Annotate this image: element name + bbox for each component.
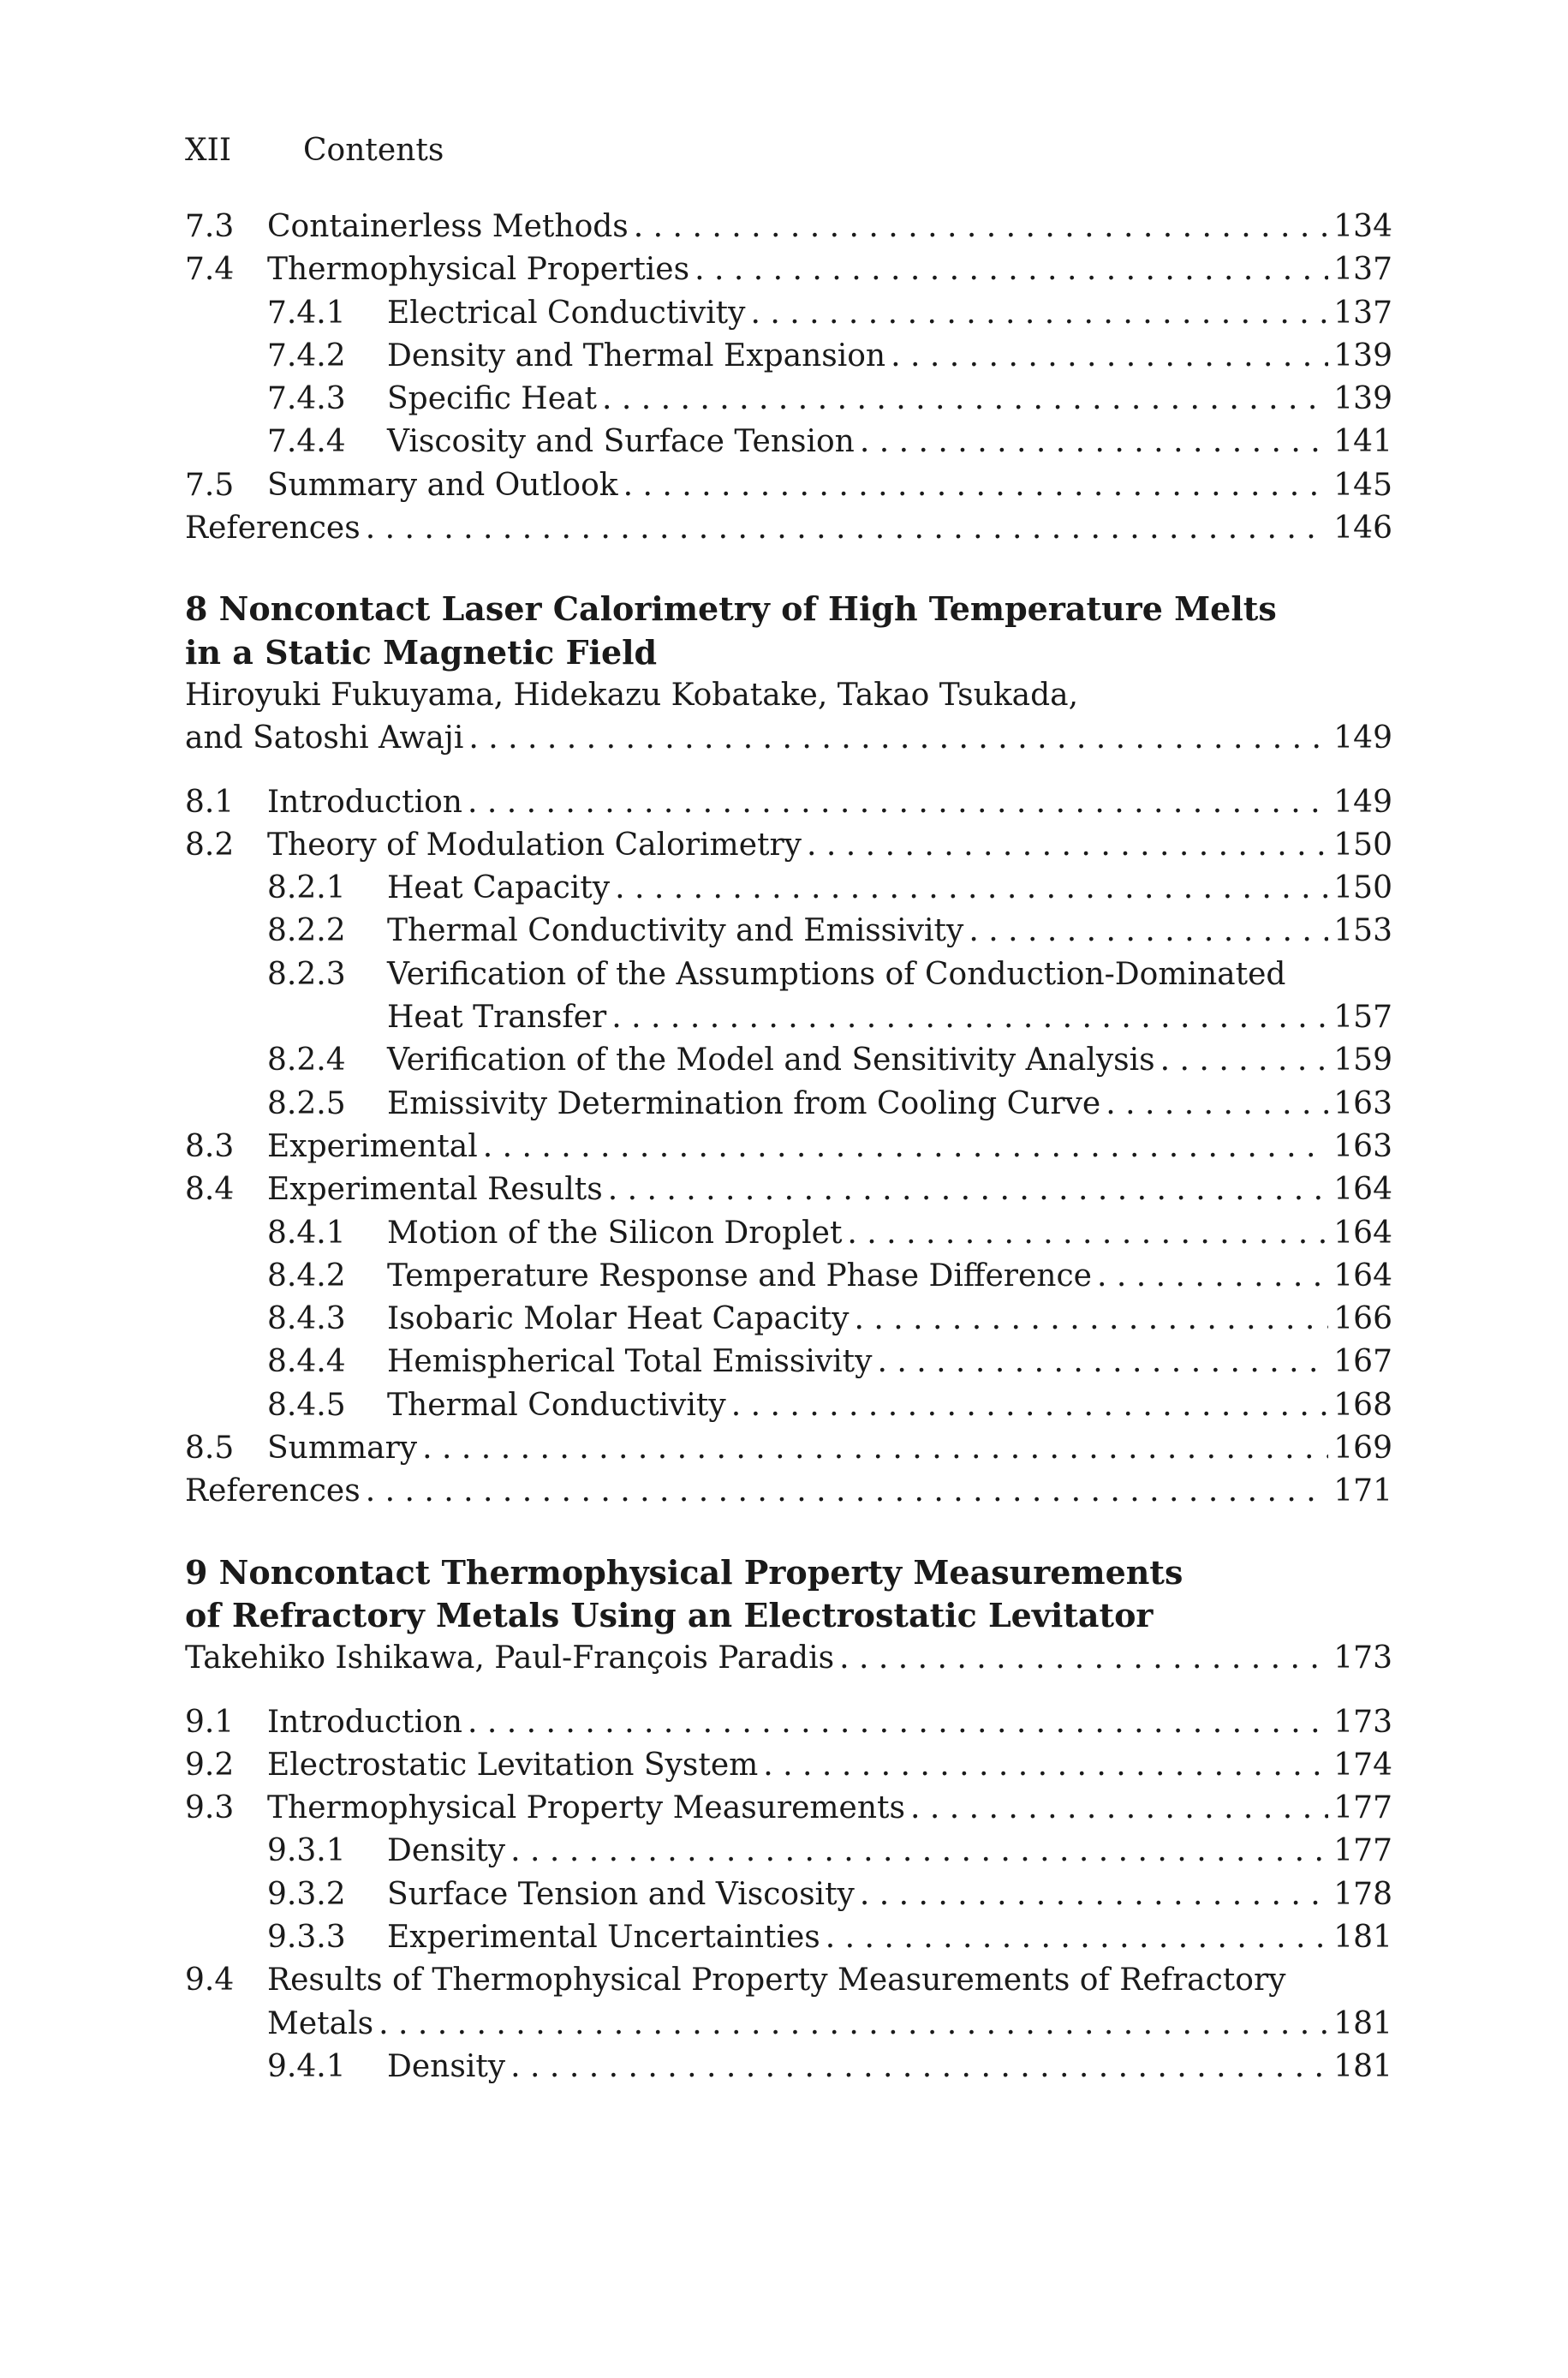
dot-leader xyxy=(422,1427,1328,1470)
section-title: Experimental Uncertainties xyxy=(387,1919,820,1955)
section-title: Heat Transfer xyxy=(387,1000,607,1036)
toc-entry-8-2-4[interactable] xyxy=(185,1039,1392,1082)
dot-leader xyxy=(483,1126,1329,1168)
section-title: References xyxy=(185,1473,361,1509)
section-number: 8.4.3 xyxy=(267,1301,346,1337)
dot-leader xyxy=(854,1298,1328,1341)
section-number: 8.4 xyxy=(185,1172,235,1208)
section-number: 9.3.1 xyxy=(267,1833,346,1869)
section-page: 164 xyxy=(1333,1172,1392,1208)
section-number: 7.5 xyxy=(185,467,235,503)
section-page: 173 xyxy=(1333,1704,1392,1740)
chapter-title-line: of Refractory Metals Using an Electrostatic Levitator xyxy=(185,1595,1154,1634)
section-page: 137 xyxy=(1333,295,1392,331)
toc-entry-8-4[interactable] xyxy=(185,1168,1392,1211)
section-page: 153 xyxy=(1333,913,1392,949)
section-title: Heat Capacity xyxy=(387,870,611,906)
toc-entry-9-2[interactable] xyxy=(185,1744,1392,1787)
section-title: Density xyxy=(387,2048,506,2084)
dot-leader xyxy=(1097,1255,1328,1298)
chapter-8-authors-entry[interactable] xyxy=(185,717,1392,760)
section-title: Density and Thermal Expansion xyxy=(387,338,886,373)
dot-leader xyxy=(763,1744,1328,1787)
section-title: Introduction xyxy=(267,1704,462,1740)
chapter-page: 173 xyxy=(1333,1640,1392,1676)
section-page: 181 xyxy=(1333,2048,1392,2084)
section-page: 181 xyxy=(1333,1919,1392,1955)
toc-entry-7-5[interactable] xyxy=(185,464,1392,507)
dot-leader xyxy=(510,1830,1328,1873)
running-title: Contents xyxy=(303,133,444,168)
section-number: 9.2 xyxy=(185,1747,235,1783)
toc-entry-9-4-1[interactable] xyxy=(185,2046,1392,2088)
section-number: 8.4.4 xyxy=(267,1344,346,1380)
dot-leader xyxy=(969,910,1328,953)
chapter-8-title[interactable] xyxy=(185,588,1392,674)
toc-entry-9-4-cont[interactable] xyxy=(185,2003,1392,2046)
section-number: 7.4.2 xyxy=(267,338,346,373)
section-number: 8.5 xyxy=(185,1431,235,1467)
chapter-8-authors xyxy=(185,674,1392,717)
toc-entry-8-5[interactable] xyxy=(185,1427,1392,1470)
chapter-title-line: 8 Noncontact Laser Calorimetry of High Temperature Melts xyxy=(185,589,1277,629)
dot-leader xyxy=(468,717,1328,760)
authors-line: and Satoshi Awaji xyxy=(185,720,464,756)
toc-entry-8-1[interactable] xyxy=(185,781,1392,824)
section-page: 178 xyxy=(1333,1876,1392,1912)
section-title: Summary xyxy=(267,1431,418,1467)
toc-entry-9-3-1[interactable] xyxy=(185,1830,1392,1873)
dot-leader xyxy=(826,1916,1329,1959)
dot-leader xyxy=(379,2003,1328,2046)
toc-entry-7-4[interactable] xyxy=(185,248,1392,291)
section-number: 7.4.4 xyxy=(267,424,346,460)
section-number: 9.1 xyxy=(185,1704,235,1740)
toc-entry-7-4-1[interactable] xyxy=(185,292,1392,335)
section-number: 8.4.5 xyxy=(267,1387,346,1423)
chapter-spacer xyxy=(185,550,1392,588)
section-title: Viscosity and Surface Tension xyxy=(387,424,855,460)
section-title: Specific Heat xyxy=(387,381,597,417)
dot-leader xyxy=(634,206,1329,248)
chapter-9-authors-entry[interactable] xyxy=(185,1637,1392,1680)
section-title: Experimental xyxy=(267,1128,478,1164)
toc-entry-8-2-3[interactable] xyxy=(185,953,1392,996)
section-page: 174 xyxy=(1333,1747,1392,1783)
chapter-title-line: in a Static Magnetic Field xyxy=(185,632,658,672)
section-title: Electrostatic Levitation System xyxy=(267,1747,759,1783)
toc-entry-9-3[interactable] xyxy=(185,1787,1392,1830)
chapter-spacer xyxy=(185,761,1392,781)
dot-leader xyxy=(468,781,1328,824)
toc-entry-8-4-3[interactable] xyxy=(185,1298,1392,1341)
section-number: 9.3.2 xyxy=(267,1876,346,1912)
dot-leader xyxy=(1160,1039,1329,1082)
section-number: 9.3.3 xyxy=(267,1919,346,1955)
section-number: 8.3 xyxy=(185,1128,235,1164)
section-page: 164 xyxy=(1333,1215,1392,1251)
section-number: 9.4 xyxy=(185,1963,235,1999)
dot-leader xyxy=(807,824,1328,867)
dot-leader xyxy=(731,1384,1329,1427)
toc-entry-8-2[interactable] xyxy=(185,824,1392,867)
section-title: Temperature Response and Phase Difference xyxy=(387,1258,1092,1294)
toc-entry-8-2-5[interactable] xyxy=(185,1083,1392,1126)
toc-entry-9-4[interactable] xyxy=(185,1959,1392,2002)
section-number: 8.2.3 xyxy=(267,956,346,992)
toc-entry-8-2-3-cont[interactable] xyxy=(185,996,1392,1039)
dot-leader xyxy=(910,1787,1328,1830)
section-title: Isobaric Molar Heat Capacity xyxy=(387,1301,850,1337)
dot-leader xyxy=(623,464,1329,507)
toc-entry-8-4-5[interactable] xyxy=(185,1384,1392,1427)
section-page: 177 xyxy=(1333,1833,1392,1869)
section-page: 134 xyxy=(1333,209,1392,244)
toc-entry-8-4-2[interactable] xyxy=(185,1255,1392,1298)
dot-leader xyxy=(611,996,1328,1039)
section-title: Hemispherical Total Emissivity xyxy=(387,1344,873,1380)
section-page: 141 xyxy=(1333,424,1392,460)
section-page: 171 xyxy=(1333,1473,1392,1509)
section-number: 8.2 xyxy=(185,827,235,863)
section-number: 9.4.1 xyxy=(267,2048,346,2084)
section-title: Thermophysical Properties xyxy=(267,252,690,288)
section-title: Surface Tension and Viscosity xyxy=(387,1876,855,1912)
dot-leader xyxy=(891,335,1328,378)
section-number: 8.2.5 xyxy=(267,1085,346,1121)
section-title: Verification of the Assumptions of Conduction-Dominated xyxy=(387,956,1286,992)
section-title: Emissivity Determination from Cooling Curve xyxy=(387,1085,1101,1121)
authors-line: Hiroyuki Fukuyama, Hidekazu Kobatake, Takao Tsukada, xyxy=(185,677,1079,713)
chapter-title-line: 9 Noncontact Thermophysical Property Measurements xyxy=(185,1552,1183,1592)
section-title: References xyxy=(185,511,361,547)
section-page: 177 xyxy=(1333,1790,1392,1826)
dot-leader xyxy=(750,292,1328,335)
toc-entry-8-2-2[interactable] xyxy=(185,910,1392,953)
section-title: Theory of Modulation Calorimetry xyxy=(267,827,802,863)
section-title: Summary and Outlook xyxy=(267,467,618,503)
section-number: 8.2.1 xyxy=(267,870,346,906)
toc-entry-7-4-4[interactable] xyxy=(185,421,1392,463)
chapter-spacer xyxy=(185,1514,1392,1551)
section-title: Density xyxy=(387,1833,506,1869)
section-title: Verification of the Model and Sensitivity Analysis xyxy=(387,1043,1155,1078)
dot-leader xyxy=(602,378,1328,421)
section-number: 7.4 xyxy=(185,252,235,288)
section-title: Electrical Conductivity xyxy=(387,295,746,331)
section-title: Introduction xyxy=(267,784,462,820)
toc-entry-8-4-4[interactable] xyxy=(185,1341,1392,1383)
section-page: 150 xyxy=(1333,827,1392,863)
authors-line: Takehiko Ishikawa, Paul-François Paradis xyxy=(185,1640,835,1676)
section-number: 8.2.4 xyxy=(267,1043,346,1078)
section-title: Metals xyxy=(267,2005,374,2041)
chapter-page: 149 xyxy=(1333,720,1392,756)
dot-leader xyxy=(860,1873,1328,1916)
section-page: 146 xyxy=(1333,511,1392,547)
toc-entry-9-3-3[interactable] xyxy=(185,1916,1392,1959)
section-page: 137 xyxy=(1333,252,1392,288)
section-page: 139 xyxy=(1333,338,1392,373)
toc-entry-8-3[interactable] xyxy=(185,1126,1392,1168)
dot-leader xyxy=(695,248,1328,291)
toc-entry-9-1[interactable] xyxy=(185,1701,1392,1744)
section-title: Thermophysical Property Measurements xyxy=(267,1790,905,1826)
dot-leader xyxy=(510,2046,1328,2088)
section-page: 163 xyxy=(1333,1085,1392,1121)
toc-entry-references-8[interactable] xyxy=(185,1470,1392,1513)
section-page: 149 xyxy=(1333,784,1392,820)
toc-entry-7-4-3[interactable] xyxy=(185,378,1392,421)
chapter-9-title[interactable] xyxy=(185,1551,1392,1638)
section-title: Thermal Conductivity xyxy=(387,1387,726,1423)
section-page: 145 xyxy=(1333,467,1392,503)
section-number: 8.2.2 xyxy=(267,913,346,949)
page-number: XII xyxy=(185,133,232,168)
toc-entry-9-3-2[interactable] xyxy=(185,1873,1392,1916)
section-page: 139 xyxy=(1333,381,1392,417)
section-title: Thermal Conductivity and Emissivity xyxy=(387,913,964,949)
section-number: 7.4.1 xyxy=(267,295,346,331)
table-of-contents xyxy=(185,206,1392,2088)
dot-leader xyxy=(1106,1083,1328,1126)
dot-leader xyxy=(608,1168,1329,1211)
chapter-spacer xyxy=(185,1681,1392,1701)
dot-leader xyxy=(615,867,1328,910)
section-page: 159 xyxy=(1333,1043,1392,1078)
section-page: 164 xyxy=(1333,1258,1392,1294)
section-number: 7.4.3 xyxy=(267,381,346,417)
dot-leader xyxy=(366,1470,1329,1513)
toc-entry-7-4-2[interactable] xyxy=(185,335,1392,378)
section-page: 150 xyxy=(1333,870,1392,906)
section-page: 166 xyxy=(1333,1301,1392,1337)
dot-leader xyxy=(366,507,1329,550)
dot-leader xyxy=(878,1341,1329,1383)
section-page: 167 xyxy=(1333,1344,1392,1380)
section-number: 8.4.2 xyxy=(267,1258,346,1294)
section-number: 8.1 xyxy=(185,784,235,820)
dot-leader xyxy=(860,421,1328,463)
section-page: 181 xyxy=(1333,2005,1392,2041)
running-header xyxy=(185,130,444,171)
toc-entry-8-4-1[interactable] xyxy=(185,1212,1392,1255)
section-page: 168 xyxy=(1333,1387,1392,1423)
toc-entry-8-2-1[interactable] xyxy=(185,867,1392,910)
dot-leader xyxy=(839,1637,1328,1680)
section-title: Motion of the Silicon Droplet xyxy=(387,1215,843,1251)
section-title: Containerless Methods xyxy=(267,209,629,244)
section-page: 169 xyxy=(1333,1431,1392,1467)
dot-leader xyxy=(468,1701,1328,1744)
section-number: 9.3 xyxy=(185,1790,235,1826)
section-number: 7.3 xyxy=(185,209,235,244)
toc-entry-references-7[interactable] xyxy=(185,507,1392,550)
section-page: 163 xyxy=(1333,1128,1392,1164)
toc-entry-7-3[interactable] xyxy=(185,206,1392,248)
section-title: Results of Thermophysical Property Measurements of Refractory xyxy=(267,1963,1286,1999)
dot-leader xyxy=(847,1212,1328,1255)
section-title: Experimental Results xyxy=(267,1172,603,1208)
section-number: 8.4.1 xyxy=(267,1215,346,1251)
section-page: 157 xyxy=(1333,1000,1392,1036)
